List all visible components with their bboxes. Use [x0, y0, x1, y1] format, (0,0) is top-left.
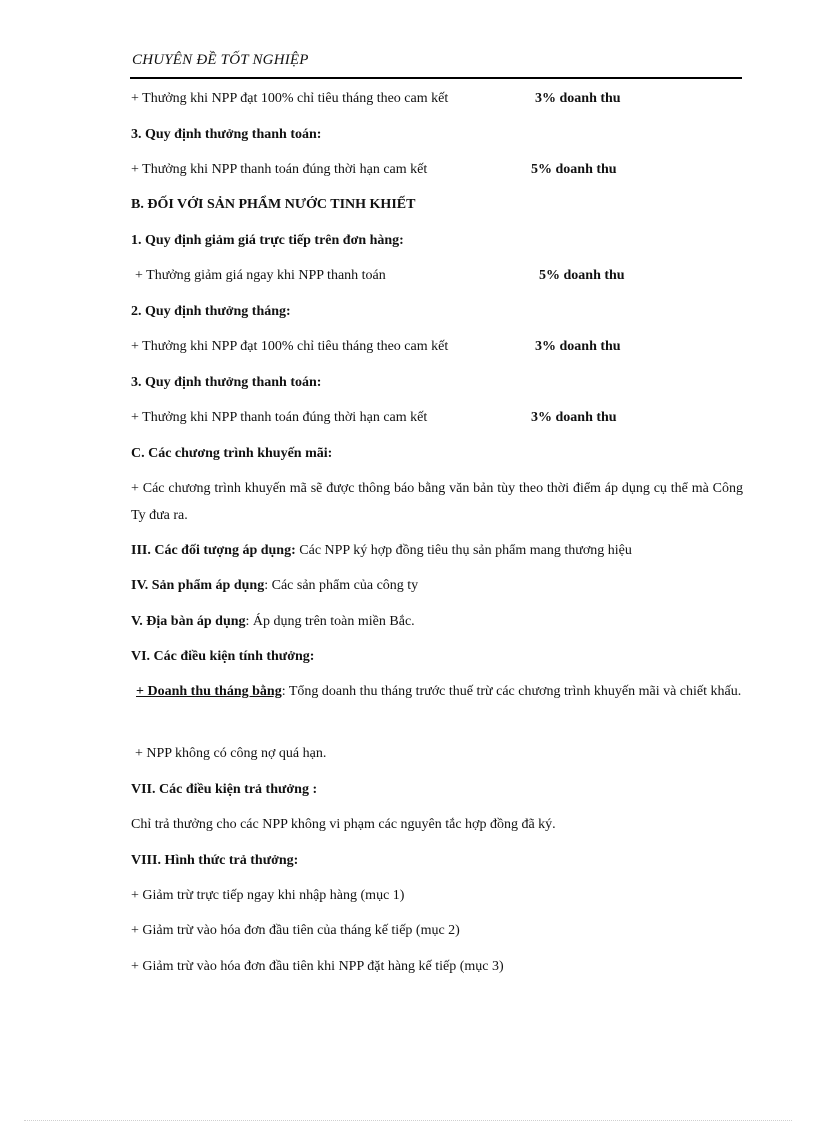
payment-bonus-value-2: 3% doanh thu	[531, 410, 617, 425]
section-iii-line	[131, 542, 632, 560]
section-vii-text: Chỉ trả thưởng cho các NPP không vi phạm các nguyên tắc hợp đồng đã ký.	[131, 817, 556, 832]
payment-bonus-value-1: 5% doanh thu	[531, 162, 617, 177]
section-vi-item-1	[131, 678, 743, 705]
payment-bonus-line-1: + Thưởng khi NPP thanh toán đúng thời hạn cam kết	[131, 162, 428, 177]
monthly-bonus-value-2: 3% doanh thu	[535, 339, 621, 354]
section-v-label: V. Địa bàn áp dụng	[131, 614, 246, 629]
monthly-bonus-heading: 2. Quy định thưởng tháng:	[131, 304, 291, 319]
section-viii-item-3: + Giảm trừ vào hóa đơn đầu tiên khi NPP đặt hàng kế tiếp (mục 3)	[131, 959, 504, 974]
direct-discount-heading: 1. Quy định giảm giá trực tiếp trên đơn hàng:	[131, 233, 404, 248]
page-header-title: CHUYÊN ĐỀ TỐT NGHIỆP	[132, 52, 309, 68]
page-bottom-border	[24, 1120, 792, 1121]
section-viii-heading: VIII. Hình thức trả thưởng:	[131, 853, 299, 868]
payment-bonus-heading-2: 3. Quy định thưởng thanh toán:	[131, 375, 322, 390]
promotion-paragraph: + Các chương trình khuyến mã sẽ được thông báo bằng văn bản tùy theo thời điểm áp dụng cụ thể mà Công Ty đưa ra.	[131, 481, 743, 523]
direct-discount-value: 5% doanh thu	[539, 268, 625, 283]
section-v-text: : Áp dụng trên toàn miền Bắc.	[245, 614, 415, 629]
section-iii-text: Các NPP ký hợp đồng tiêu thụ sản phẩm mang thương hiệu	[295, 543, 632, 558]
header-divider	[130, 77, 742, 79]
section-b-heading: B. ĐỐI VỚI SẢN PHẨM NƯỚC TINH KHIẾT	[131, 197, 416, 212]
section-c-heading: C. Các chương trình khuyến mãi:	[131, 446, 333, 461]
direct-discount-line: + Thưởng giảm giá ngay khi NPP thanh toán	[135, 268, 386, 283]
section-vi-item-1-text: : Tổng doanh thu tháng trước thuế trừ các chương trình khuyến mãi và chiết khấu.	[281, 684, 742, 699]
section-viii-item-1: + Giảm trừ trực tiếp ngay khi nhập hàng (mục 1)	[131, 888, 405, 903]
payment-bonus-heading-1: 3. Quy định thưởng thanh toán:	[131, 127, 322, 142]
section-iv-text: : Các sản phẩm của công ty	[264, 578, 419, 593]
payment-bonus-line-2: + Thưởng khi NPP thanh toán đúng thời hạn cam kết	[131, 410, 428, 425]
monthly-bonus-line-2: + Thưởng khi NPP đạt 100% chỉ tiêu tháng theo cam kết	[131, 339, 449, 354]
monthly-bonus-value-1: 3% doanh thu	[535, 91, 621, 106]
monthly-bonus-line-1: + Thưởng khi NPP đạt 100% chỉ tiêu tháng theo cam kết	[131, 91, 449, 106]
section-vii-heading: VII. Các điều kiện trả thưởng :	[131, 782, 318, 797]
section-vi-item-1-label: + Doanh thu tháng bằng	[136, 684, 282, 699]
section-v-line	[131, 613, 415, 631]
section-vi-item-2: + NPP không có công nợ quá hạn.	[135, 746, 327, 761]
section-iii-label: III. Các đối tượng áp dụng:	[131, 543, 296, 558]
section-iv-line	[131, 577, 418, 595]
section-iv-label: IV. Sản phẩm áp dụng	[131, 578, 265, 593]
section-viii-item-2: + Giảm trừ vào hóa đơn đầu tiên của tháng kế tiếp (mục 2)	[131, 923, 460, 938]
section-vi-heading: VI. Các điều kiện tính thưởng:	[131, 649, 315, 664]
